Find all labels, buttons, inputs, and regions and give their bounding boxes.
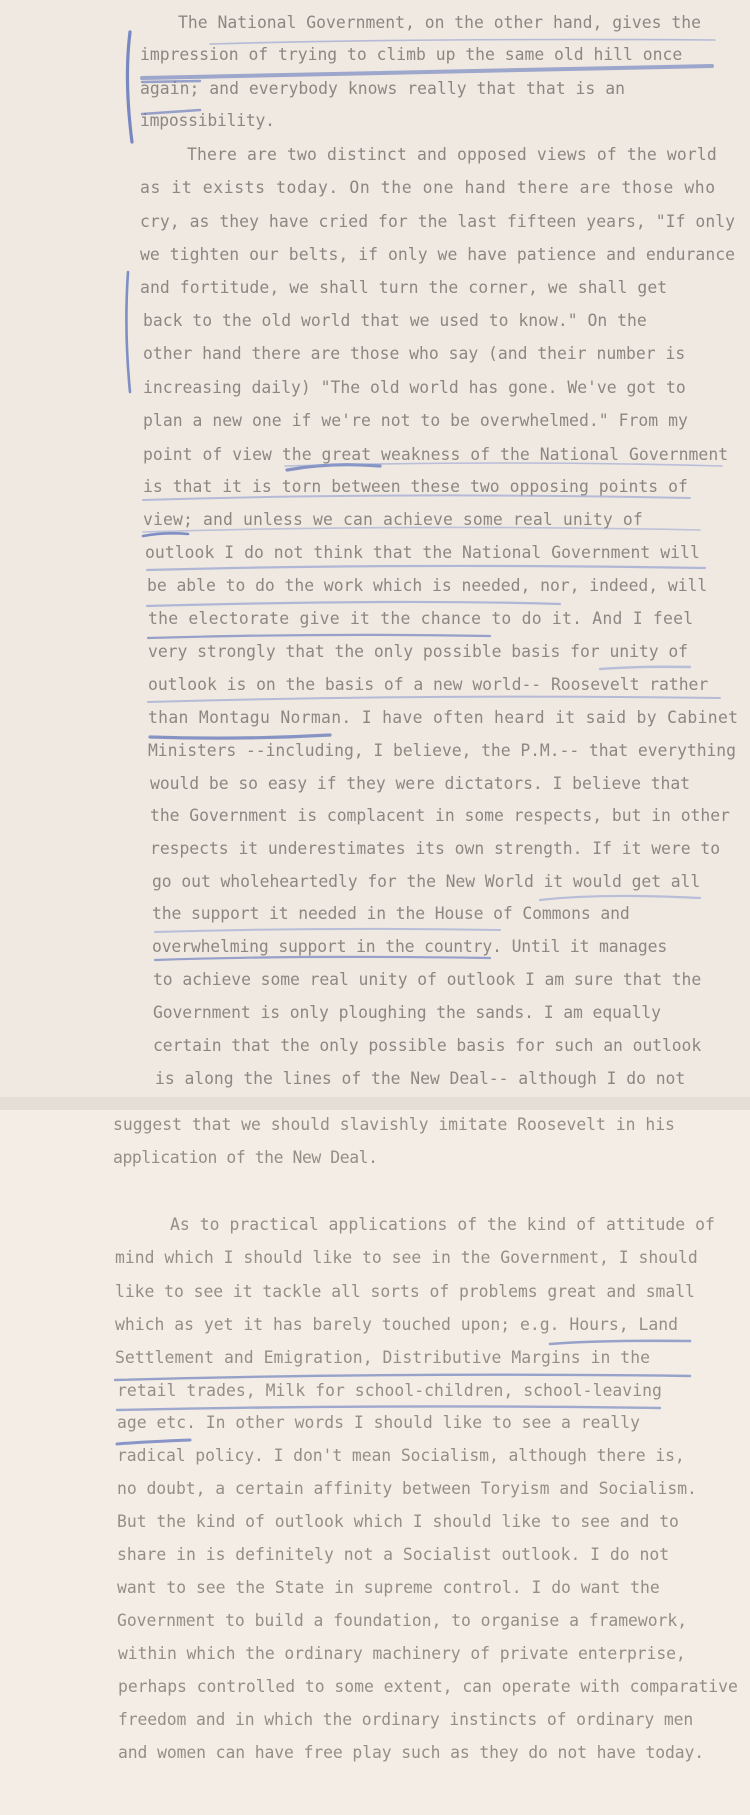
text-line: the electorate give it the chance to do it. And I feel [148,609,694,628]
text-line: within which the ordinary machinery of private enterprise, [118,1644,686,1663]
text-line: perhaps controlled to some extent, can operate with comparative [118,1677,738,1696]
text-line: mind which I should like to see in the Government, I should [115,1248,698,1267]
text-line: outlook I do not think that the National Government will [145,543,700,562]
text-line: Government is only ploughing the sands. I am equally [153,1003,661,1022]
text-line: no doubt, a certain affinity between Toryism and Socialism. [117,1479,697,1498]
text-line: But the kind of outlook which I should like to see and to [117,1512,679,1531]
text-line: and women can have free play such as they do not have today. [118,1743,705,1762]
text-line: to achieve some real unity of outlook I am sure that the [153,970,702,989]
text-line: as it exists today. On the one hand there are those who [140,178,716,197]
text-line: There are two distinct and opposed views of the world [187,145,717,164]
text-line: application of the New Deal. [113,1148,378,1167]
text-line: would be so easy if they were dictators. I believe that [150,774,690,793]
text-line: certain that the only possible basis for such an outlook [153,1036,702,1055]
text-line: again; and everybody knows really that that is an [140,79,626,98]
text-line: view; and unless we can achieve some real unity of [143,510,643,529]
margin-bracket [126,272,130,392]
text-line: respects it underestimates its own strength. If it were to [150,839,721,858]
text-line: point of view the great weakness of the National Government [143,445,729,464]
text-line: suggest that we should slavishly imitate Roosevelt in his [113,1115,675,1134]
page-divider [0,1097,750,1110]
text-line: retail trades, Milk for school-children, school-leaving [117,1381,662,1400]
text-line: Government to build a foundation, to organise a framework, [117,1611,688,1630]
text-line: we tighten our belts, if only we have patience and endurance [140,245,736,264]
text-line: impression of trying to climb up the same old hill once [140,45,683,64]
text-line: than Montagu Norman. I have often heard it said by Cabinet [148,708,739,727]
text-line: overwhelming support in the country. Until it manages [152,937,668,956]
text-line: outlook is on the basis of a new world-- Roosevelt rather [148,675,709,694]
text-line: freedom and in which the ordinary instincts of ordinary men [118,1710,694,1729]
text-line: Ministers --including, I believe, the P.M.-- that everything [148,741,736,760]
text-line: the support it needed in the House of Commons and [152,904,630,923]
text-line: is along the lines of the New Deal-- although I do not [155,1069,686,1088]
text-line: impossibility. [140,111,275,130]
text-line: age etc. In other words I should like to see a really [117,1413,641,1432]
typescript-page-2 [0,1110,750,1815]
pencil-underline [600,667,690,669]
text-line: the Government is complacent in some respects, but in other [150,806,730,825]
text-line: back to the old world that we used to know." On the [143,311,647,330]
text-line: share in is definitely not a Socialist outlook. I do not [117,1545,670,1564]
text-line: Settlement and Emigration, Distributive Margins in the [115,1348,651,1367]
text-line: cry, as they have cried for the last fifteen years, "If only [140,212,736,231]
text-line: like to see it tackle all sorts of problems great and small [115,1282,695,1301]
text-line: As to practical applications of the kind of attitude of [170,1215,715,1234]
text-line: plan a new one if we're not to be overwhelmed." From my [143,411,688,430]
text-line: The National Government, on the other hand, gives the [178,13,702,32]
text-line: very strongly that the only possible basis for unity of [148,642,688,661]
text-line: want to see the State in supreme control. I do want the [117,1578,660,1597]
text-line: other hand there are those who say (and their number is [143,344,686,363]
text-line: go out wholeheartedly for the New World it would get all [152,872,701,891]
text-line: increasing daily) "The old world has gone. We've got to [143,378,686,397]
text-line: is that it is torn between these two opposing points of [143,477,688,496]
text-line: which as yet it has barely touched upon; e.g. Hours, Land [115,1315,679,1334]
text-line: be able to do the work which is needed, nor, indeed, will [147,576,708,595]
text-line: radical policy. I don't mean Socialism, although there is, [117,1446,685,1465]
text-line: and fortitude, we shall turn the corner, we shall get [140,278,668,297]
margin-bracket [127,32,132,142]
